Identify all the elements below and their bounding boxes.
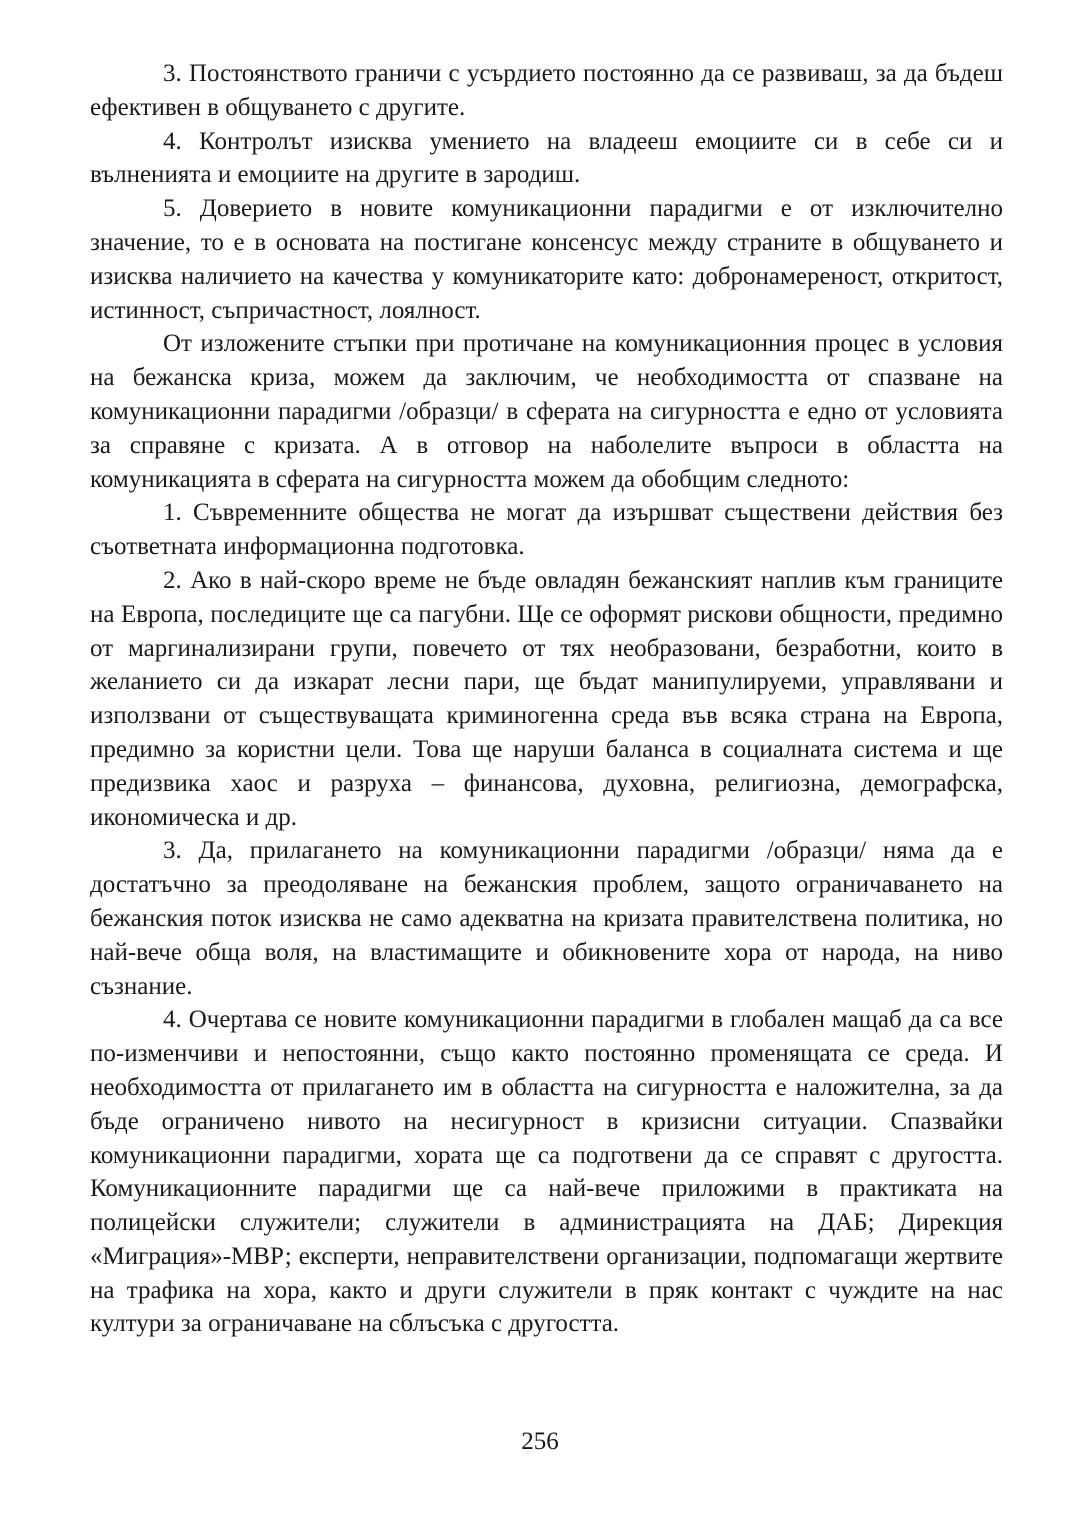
page-number: 256 — [521, 1428, 559, 1455]
paragraph-conclusion-intro: От изложените стъпки при протичане на комуникационния процес в условия на бежанска криза, можем да заключим, че необходимостта от спазване на комуникационни парадигми /образци/ в сферата на сигурността е едно от условията за справяне с кризата. А в отговор на наболелите въпроси в областта на комуникацията в сферата на сигурността можем да обобщим следното: — [90, 330, 1003, 493]
paragraph-item-4-control: 4. Контролът изисква умението на владееш емоциите си в себе си и вълненията и емоциите на другите в зародиш. — [90, 127, 1003, 189]
paragraph-summary-2: 2. Ако в най-скоро време не бъде овладян бежанският наплив към границите на Европа, последиците ще са пагубни. Ще се оформят рискови общности, предимно от маргинализирани групи, повечето от тях необразовани, безработни, които в желанието си да изкарат лесни пари, ще бъдат манипулируеми, управлявани и използвани от съществуващата криминогенна среда във всяка страна на Европа, предимно за користни цели. Това ще наруши баланса в социалната система и ще предизвика хаос и разруха – финансова, духовна, религиозна, демографска, икономическа и др. — [90, 566, 1003, 831]
paragraph-summary-4: 4. Очертава се новите комуникационни парадигми в глобален мащаб да са все по-изменчиви и непостоянни, също както постоянно променящата се среда. И необходимостта от прилагането им в областта на сигурността е наложителна, за да бъде ограничено нивото на несигурност в кризисни ситуации. Спазвайки комуникационни парадигми, хората ще са подготвени да се справят с другостта. Комуникационните парадигми ще са най-вече приложими в практиката на полицейски служители; служители в администрацията на ДАБ; Дирекция «Миграция»-МВР; експерти, неправителствени организации, подпомагащи жертвите на трафика на хора, както и други служители в пряк контакт с чуждите на нас култури за ограничаване на сблъсъка с другостта. — [90, 1006, 1003, 1338]
paragraph-item-5-trust: 5. Доверието в новите комуникационни парадигми е от изключително значение, то е в основата на постигане консенсус между страните в общуването и изисква наличието на качества у комуникаторите като: добронамереност, откритост, истинност, съпричастност, лоялност. — [90, 195, 1003, 324]
paragraph-item-3-persistence: 3. Постоянството граничи с усърдието постоянно да се развиваш, за да бъдеш ефективен в общуването с другите. — [90, 60, 1003, 121]
paragraph-summary-1: 1. Съвременните общества не могат да изършват съществени действия без съответната информационна подготовка. — [90, 499, 1003, 561]
paragraph-summary-3: 3. Да, прилагането на комуникационни парадигми /образци/ няма да е достатъчно за преодоляване на бежанския проблем, защото ограничаването на бежанския поток изисква не само адекватна на кризата правителствена политика, но най-вече обща воля, на властимащите и обикновените хора от народа, на ниво съзнание. — [90, 837, 1003, 1000]
page-body — [90, 57, 1003, 1341]
